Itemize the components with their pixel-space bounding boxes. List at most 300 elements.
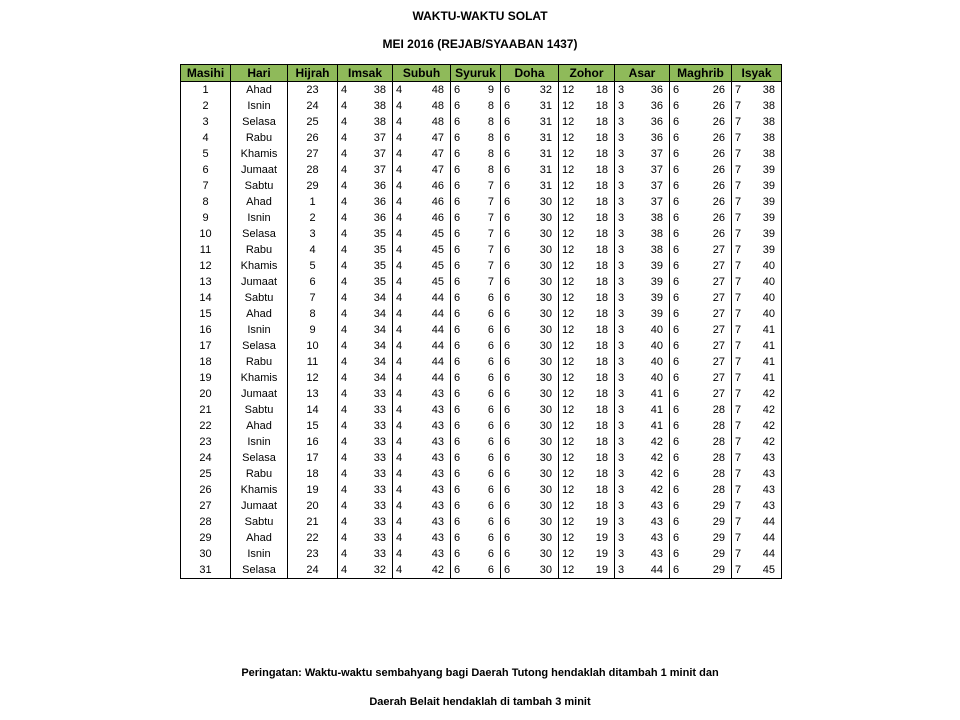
isyak-minute-cell: 39 (754, 194, 782, 210)
asar-minute-cell: 40 (637, 370, 670, 386)
maghrib-hour-cell: 6 (673, 276, 680, 288)
hijrah-cell: 24 (288, 562, 338, 579)
asar-hour-cell: 3 (618, 308, 625, 320)
asar-hour-cell: 3 (618, 164, 625, 176)
doha-minute-cell: 30 (523, 290, 559, 306)
isyak-hour-cell: 7 (735, 116, 742, 128)
masihi-cell: 29 (181, 530, 231, 546)
zohor-hour-cell: 12 (562, 532, 575, 544)
table-row (181, 530, 782, 546)
masihi-cell: 5 (181, 146, 231, 162)
imsak-minute-cell: 35 (360, 242, 393, 258)
zohor-minute-cell: 18 (585, 466, 615, 482)
maghrib-minute-cell: 29 (692, 498, 732, 514)
asar-minute-cell: 36 (637, 114, 670, 130)
hijrah-cell: 19 (288, 482, 338, 498)
masihi-cell: 1 (181, 82, 231, 99)
imsak-hour-cell: 4 (341, 340, 348, 352)
maghrib-minute-cell: 29 (692, 530, 732, 546)
syuruk-minute-cell: 7 (473, 210, 501, 226)
syuruk-minute-cell: 8 (473, 114, 501, 130)
syuruk-minute-cell: 6 (473, 434, 501, 450)
isyak-minute-cell: 40 (754, 306, 782, 322)
subuh-minute-cell: 47 (415, 130, 451, 146)
maghrib-minute-cell: 27 (692, 290, 732, 306)
subuh-minute-cell: 45 (415, 274, 451, 290)
isyak-hour-cell: 7 (735, 324, 742, 336)
imsak-hour-cell: 4 (341, 532, 348, 544)
doha-minute-cell: 30 (523, 498, 559, 514)
maghrib-minute-cell: 27 (692, 322, 732, 338)
hari-cell: Jumaat (231, 162, 288, 178)
zohor-minute-cell: 18 (585, 210, 615, 226)
maghrib-minute-cell: 27 (692, 306, 732, 322)
zohor-hour-cell: 12 (562, 516, 575, 528)
maghrib-minute-cell: 28 (692, 418, 732, 434)
zohor-minute-cell: 18 (585, 162, 615, 178)
doha-minute-cell: 30 (523, 482, 559, 498)
maghrib-minute-cell: 28 (692, 450, 732, 466)
table-row (181, 210, 782, 226)
hari-cell: Khamis (231, 146, 288, 162)
isyak-minute-cell: 41 (754, 354, 782, 370)
hijrah-cell: 23 (288, 82, 338, 99)
maghrib-hour-cell: 6 (673, 116, 680, 128)
zohor-hour-cell: 12 (562, 468, 575, 480)
table-row (181, 130, 782, 146)
subuh-minute-cell: 43 (415, 450, 451, 466)
doha-minute-cell: 30 (523, 402, 559, 418)
subuh-hour-cell: 4 (396, 340, 403, 352)
table-row (181, 98, 782, 114)
asar-minute-cell: 39 (637, 306, 670, 322)
doha-hour-cell: 6 (504, 196, 511, 208)
maghrib-minute-cell: 28 (692, 466, 732, 482)
table-row (181, 322, 782, 338)
hari-cell: Ahad (231, 306, 288, 322)
syuruk-minute-cell: 6 (473, 354, 501, 370)
masihi-cell: 10 (181, 226, 231, 242)
zohor-hour-cell: 12 (562, 452, 575, 464)
subuh-minute-cell: 48 (415, 82, 451, 99)
isyak-hour-cell: 7 (735, 404, 742, 416)
syuruk-minute-cell: 6 (473, 514, 501, 530)
asar-hour-cell: 3 (618, 532, 625, 544)
zohor-hour-cell: 12 (562, 292, 575, 304)
maghrib-hour-cell: 6 (673, 548, 680, 560)
asar-hour-cell: 3 (618, 212, 625, 224)
isyak-minute-cell: 45 (754, 562, 782, 579)
note-line-2: Daerah Belait hendaklah di tambah 3 minit (369, 696, 591, 708)
hari-cell: Khamis (231, 370, 288, 386)
doha-minute-cell: 32 (523, 82, 559, 99)
syuruk-hour-cell: 6 (454, 212, 461, 224)
maghrib-hour-cell: 6 (673, 388, 680, 400)
asar-minute-cell: 43 (637, 514, 670, 530)
doha-minute-cell: 31 (523, 178, 559, 194)
maghrib-hour-cell: 6 (673, 340, 680, 352)
header-zohor: Zohor (559, 65, 615, 82)
hijrah-cell: 3 (288, 226, 338, 242)
doha-hour-cell: 6 (504, 484, 511, 496)
isyak-minute-cell: 41 (754, 322, 782, 338)
zohor-minute-cell: 18 (585, 370, 615, 386)
hijrah-cell: 28 (288, 162, 338, 178)
isyak-hour-cell: 7 (735, 532, 742, 544)
imsak-hour-cell: 4 (338, 562, 360, 579)
imsak-minute-cell: 34 (360, 306, 393, 322)
imsak-hour-cell: 4 (341, 260, 348, 272)
table-row (181, 162, 782, 178)
syuruk-hour-cell: 6 (454, 228, 461, 240)
subuh-hour-cell: 4 (396, 164, 403, 176)
doha-minute-cell: 30 (523, 434, 559, 450)
doha-hour-cell: 6 (504, 356, 511, 368)
syuruk-minute-cell: 8 (473, 130, 501, 146)
subuh-minute-cell: 43 (415, 418, 451, 434)
hijrah-cell: 18 (288, 466, 338, 482)
maghrib-minute-cell: 27 (692, 258, 732, 274)
maghrib-minute-cell: 26 (692, 194, 732, 210)
imsak-hour-cell: 4 (341, 196, 348, 208)
subuh-minute-cell: 44 (415, 338, 451, 354)
isyak-minute-cell: 44 (754, 546, 782, 562)
isyak-minute-cell: 43 (754, 482, 782, 498)
asar-hour-cell: 3 (618, 260, 625, 272)
asar-hour-cell: 3 (618, 420, 625, 432)
hijrah-cell: 9 (288, 322, 338, 338)
asar-hour-cell: 3 (618, 116, 625, 128)
hari-cell: Isnin (231, 546, 288, 562)
subuh-hour-cell: 4 (396, 260, 403, 272)
doha-minute-cell: 30 (523, 226, 559, 242)
doha-minute-cell: 30 (523, 562, 559, 579)
syuruk-minute-cell: 6 (473, 402, 501, 418)
masihi-cell: 15 (181, 306, 231, 322)
imsak-hour-cell: 4 (341, 276, 348, 288)
hari-cell: Rabu (231, 130, 288, 146)
subuh-minute-cell: 43 (415, 482, 451, 498)
hari-cell: Isnin (231, 434, 288, 450)
hari-cell: Rabu (231, 354, 288, 370)
asar-hour-cell: 3 (618, 84, 625, 96)
maghrib-minute-cell: 27 (692, 370, 732, 386)
imsak-hour-cell: 4 (341, 228, 348, 240)
subuh-hour-cell: 4 (396, 148, 403, 160)
masihi-cell: 22 (181, 418, 231, 434)
imsak-minute-cell: 33 (360, 402, 393, 418)
hijrah-cell: 6 (288, 274, 338, 290)
doha-hour-cell: 6 (504, 260, 511, 272)
syuruk-minute-cell: 6 (473, 530, 501, 546)
imsak-hour-cell: 4 (341, 484, 348, 496)
imsak-hour-cell: 4 (341, 308, 348, 320)
syuruk-minute-cell: 6 (473, 482, 501, 498)
maghrib-minute-cell: 26 (692, 98, 732, 114)
table-row (181, 466, 782, 482)
syuruk-minute-cell: 8 (473, 146, 501, 162)
note-line-1: Peringatan: Waktu-waktu sembahyang bagi Daerah Tutong hendaklah ditambah 1 minit dan (241, 667, 719, 679)
subuh-hour-cell: 4 (393, 562, 415, 579)
zohor-hour-cell: 12 (562, 260, 575, 272)
subuh-hour-cell: 4 (396, 500, 403, 512)
header-imsak: Imsak (338, 65, 393, 82)
zohor-minute-cell: 19 (585, 530, 615, 546)
imsak-minute-cell: 37 (360, 162, 393, 178)
isyak-hour-cell: 7 (735, 436, 742, 448)
zohor-minute-cell: 18 (585, 178, 615, 194)
imsak-minute-cell: 37 (360, 130, 393, 146)
imsak-hour-cell: 4 (341, 548, 348, 560)
isyak-hour-cell: 7 (735, 84, 742, 96)
table-row (181, 514, 782, 530)
doha-hour-cell: 6 (504, 516, 511, 528)
asar-hour-cell: 3 (615, 562, 637, 579)
imsak-minute-cell: 33 (360, 434, 393, 450)
subuh-minute-cell: 46 (415, 178, 451, 194)
maghrib-hour-cell: 6 (673, 372, 680, 384)
hijrah-cell: 29 (288, 178, 338, 194)
isyak-minute-cell: 42 (754, 386, 782, 402)
syuruk-hour-cell: 6 (454, 500, 461, 512)
doha-hour-cell: 6 (504, 244, 511, 256)
maghrib-hour-cell: 6 (673, 292, 680, 304)
table-row (181, 258, 782, 274)
table-row (181, 402, 782, 418)
subuh-minute-cell: 43 (415, 546, 451, 562)
doha-hour-cell: 6 (504, 164, 511, 176)
masihi-cell: 19 (181, 370, 231, 386)
asar-minute-cell: 40 (637, 338, 670, 354)
subuh-hour-cell: 4 (396, 468, 403, 480)
zohor-minute-cell: 19 (585, 562, 615, 579)
doha-hour-cell: 6 (501, 562, 523, 579)
hijrah-cell: 25 (288, 114, 338, 130)
imsak-minute-cell: 33 (360, 450, 393, 466)
subuh-hour-cell: 4 (396, 132, 403, 144)
masihi-cell: 30 (181, 546, 231, 562)
zohor-hour-cell: 12 (562, 372, 575, 384)
table-row (181, 146, 782, 162)
doha-hour-cell: 6 (504, 212, 511, 224)
imsak-hour-cell: 4 (341, 500, 348, 512)
isyak-minute-cell: 43 (754, 498, 782, 514)
asar-minute-cell: 36 (637, 98, 670, 114)
isyak-minute-cell: 39 (754, 178, 782, 194)
asar-hour-cell: 3 (618, 372, 625, 384)
maghrib-minute-cell: 27 (692, 354, 732, 370)
syuruk-hour-cell: 6 (454, 436, 461, 448)
table-row (181, 370, 782, 386)
imsak-minute-cell: 33 (360, 530, 393, 546)
masihi-cell: 31 (181, 562, 231, 579)
maghrib-minute-cell: 28 (692, 434, 732, 450)
hijrah-cell: 20 (288, 498, 338, 514)
hari-cell: Selasa (231, 114, 288, 130)
doha-minute-cell: 30 (523, 418, 559, 434)
subuh-hour-cell: 4 (396, 100, 403, 112)
maghrib-minute-cell: 29 (692, 562, 732, 579)
hijrah-cell: 16 (288, 434, 338, 450)
subuh-hour-cell: 4 (396, 276, 403, 288)
isyak-hour-cell: 7 (735, 212, 742, 224)
asar-hour-cell: 3 (618, 180, 625, 192)
maghrib-minute-cell: 26 (692, 162, 732, 178)
asar-hour-cell: 3 (618, 196, 625, 208)
isyak-hour-cell: 7 (735, 356, 742, 368)
hari-cell: Sabtu (231, 290, 288, 306)
hari-cell: Selasa (231, 338, 288, 354)
imsak-hour-cell: 4 (341, 244, 348, 256)
masihi-cell: 14 (181, 290, 231, 306)
isyak-hour-cell: 7 (735, 244, 742, 256)
syuruk-hour-cell: 6 (454, 388, 461, 400)
isyak-minute-cell: 39 (754, 226, 782, 242)
zohor-hour-cell: 12 (562, 548, 575, 560)
masihi-cell: 11 (181, 242, 231, 258)
header-hijrah: Hijrah (288, 65, 338, 82)
imsak-hour-cell: 4 (341, 436, 348, 448)
asar-minute-cell: 38 (637, 242, 670, 258)
table-row (181, 482, 782, 498)
isyak-minute-cell: 43 (754, 450, 782, 466)
asar-minute-cell: 37 (637, 178, 670, 194)
zohor-hour-cell: 12 (562, 132, 575, 144)
imsak-minute-cell: 37 (360, 146, 393, 162)
prayer-times-table (180, 64, 782, 579)
doha-minute-cell: 30 (523, 530, 559, 546)
syuruk-minute-cell: 7 (473, 242, 501, 258)
zohor-hour-cell: 12 (562, 196, 575, 208)
syuruk-hour-cell: 6 (454, 340, 461, 352)
hari-cell: Jumaat (231, 274, 288, 290)
zohor-hour-cell: 12 (562, 356, 575, 368)
isyak-minute-cell: 39 (754, 162, 782, 178)
maghrib-hour-cell: 6 (670, 562, 692, 579)
asar-hour-cell: 3 (618, 484, 625, 496)
asar-minute-cell: 38 (637, 226, 670, 242)
syuruk-minute-cell: 7 (473, 274, 501, 290)
asar-minute-cell: 43 (637, 498, 670, 514)
subuh-hour-cell: 4 (396, 180, 403, 192)
imsak-minute-cell: 36 (360, 178, 393, 194)
doha-minute-cell: 30 (523, 322, 559, 338)
header-asar: Asar (615, 65, 670, 82)
asar-minute-cell: 43 (637, 546, 670, 562)
isyak-hour-cell: 7 (735, 516, 742, 528)
asar-minute-cell: 40 (637, 354, 670, 370)
subuh-hour-cell: 4 (396, 196, 403, 208)
masihi-cell: 27 (181, 498, 231, 514)
maghrib-hour-cell: 6 (673, 356, 680, 368)
imsak-hour-cell: 4 (341, 324, 348, 336)
maghrib-hour-cell: 6 (673, 324, 680, 336)
isyak-minute-cell: 43 (754, 466, 782, 482)
asar-minute-cell: 42 (637, 466, 670, 482)
asar-minute-cell: 42 (637, 482, 670, 498)
maghrib-hour-cell: 6 (673, 132, 680, 144)
table-row (181, 418, 782, 434)
masihi-cell: 12 (181, 258, 231, 274)
maghrib-minute-cell: 26 (692, 226, 732, 242)
zohor-minute-cell: 18 (585, 434, 615, 450)
zohor-minute-cell: 18 (585, 290, 615, 306)
subuh-minute-cell: 43 (415, 402, 451, 418)
zohor-hour-cell: 12 (562, 228, 575, 240)
subuh-hour-cell: 4 (396, 372, 403, 384)
syuruk-hour-cell: 6 (454, 196, 461, 208)
hijrah-cell: 11 (288, 354, 338, 370)
syuruk-minute-cell: 7 (473, 226, 501, 242)
syuruk-minute-cell: 8 (473, 162, 501, 178)
hari-cell: Ahad (231, 194, 288, 210)
table-row (181, 242, 782, 258)
masihi-cell: 20 (181, 386, 231, 402)
isyak-minute-cell: 39 (754, 210, 782, 226)
maghrib-hour-cell: 6 (673, 532, 680, 544)
doha-hour-cell: 6 (504, 404, 511, 416)
isyak-hour-cell: 7 (735, 164, 742, 176)
subuh-hour-cell: 4 (396, 244, 403, 256)
syuruk-minute-cell: 6 (473, 418, 501, 434)
table-row (181, 386, 782, 402)
subuh-minute-cell: 42 (415, 562, 451, 579)
zohor-hour-cell: 12 (562, 84, 575, 96)
subuh-hour-cell: 4 (396, 436, 403, 448)
hijrah-cell: 22 (288, 530, 338, 546)
maghrib-minute-cell: 27 (692, 338, 732, 354)
table-header-row (181, 65, 782, 82)
isyak-hour-cell: 7 (735, 548, 742, 560)
zohor-hour-cell: 12 (562, 100, 575, 112)
syuruk-minute-cell: 6 (473, 322, 501, 338)
subuh-hour-cell: 4 (396, 404, 403, 416)
document-subtitle: MEI 2016 (REJAB/SYAABAN 1437) (382, 37, 578, 51)
syuruk-hour-cell: 6 (454, 356, 461, 368)
zohor-minute-cell: 18 (585, 114, 615, 130)
isyak-minute-cell: 38 (754, 98, 782, 114)
subuh-minute-cell: 44 (415, 306, 451, 322)
asar-hour-cell: 3 (618, 276, 625, 288)
zohor-hour-cell: 12 (562, 484, 575, 496)
imsak-minute-cell: 38 (360, 82, 393, 99)
doha-hour-cell: 6 (504, 276, 511, 288)
doha-hour-cell: 6 (504, 420, 511, 432)
masihi-cell: 25 (181, 466, 231, 482)
isyak-hour-cell: 7 (735, 100, 742, 112)
hijrah-cell: 14 (288, 402, 338, 418)
zohor-minute-cell: 18 (585, 146, 615, 162)
subuh-hour-cell: 4 (396, 356, 403, 368)
subuh-hour-cell: 4 (396, 548, 403, 560)
subuh-hour-cell: 4 (396, 388, 403, 400)
maghrib-hour-cell: 6 (673, 180, 680, 192)
masihi-cell: 8 (181, 194, 231, 210)
isyak-minute-cell: 38 (754, 82, 782, 99)
zohor-minute-cell: 18 (585, 482, 615, 498)
maghrib-minute-cell: 26 (692, 82, 732, 99)
isyak-hour-cell: 7 (735, 452, 742, 464)
asar-hour-cell: 3 (618, 356, 625, 368)
maghrib-hour-cell: 6 (673, 436, 680, 448)
syuruk-hour-cell: 6 (454, 180, 461, 192)
maghrib-hour-cell: 6 (673, 196, 680, 208)
asar-minute-cell: 39 (637, 274, 670, 290)
doha-minute-cell: 30 (523, 386, 559, 402)
imsak-hour-cell: 4 (341, 388, 348, 400)
imsak-minute-cell: 34 (360, 290, 393, 306)
doha-minute-cell: 31 (523, 114, 559, 130)
